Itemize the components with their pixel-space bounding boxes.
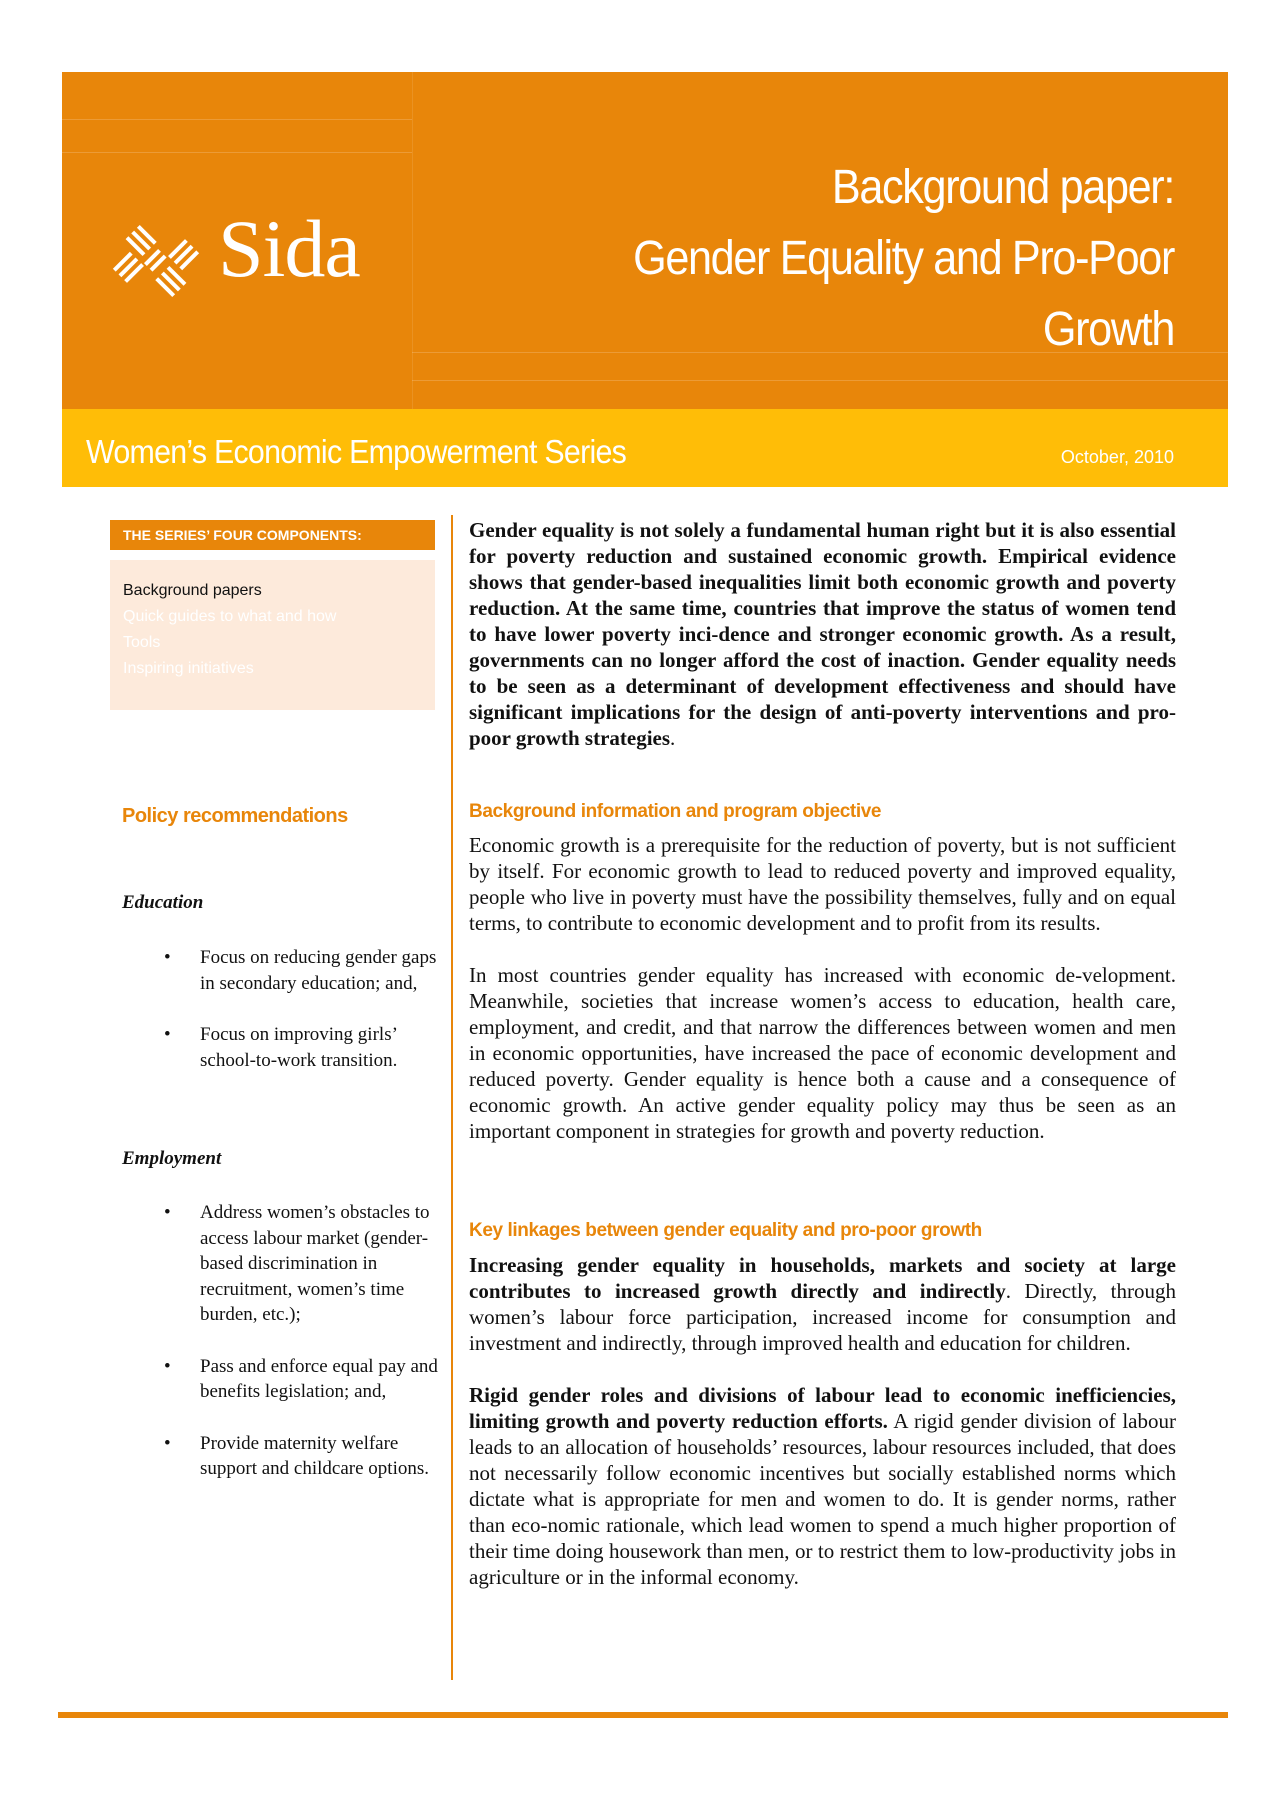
- list-item-text: Pass and enforce equal pay and benefits legislation; and,: [200, 1355, 438, 1402]
- component-item: Inspiring initiatives: [123, 660, 254, 677]
- list-item: [122, 1200, 442, 1328]
- employment-list: [122, 1200, 442, 1508]
- employment-heading: Employment: [122, 1148, 222, 1169]
- component-item: Quick guides to what and how: [123, 608, 337, 625]
- body-bold-text: Increasing gender equality in households, markets and society at large contributes to increased growth directly and indirectly: [469, 1253, 1176, 1303]
- body-paragraph: [469, 1382, 1176, 1590]
- header-texture-line: [62, 119, 412, 120]
- list-item: [122, 1354, 442, 1405]
- component-item: Background papers: [123, 582, 262, 599]
- list-item: [122, 945, 442, 996]
- list-item: [122, 1431, 442, 1482]
- title-line: Growth: [1042, 303, 1174, 356]
- section-heading-linkages: Key linkages between gender equality and pro-poor growth: [469, 1220, 982, 1241]
- policy-recommendations-heading: Policy recommendations: [122, 805, 348, 827]
- list-item: [122, 1022, 442, 1073]
- list-item-text: Provide maternity welfare support and childcare options.: [200, 1432, 430, 1479]
- bullet-icon: •: [164, 1432, 171, 1454]
- header-banner: [62, 72, 1228, 409]
- body-paragraph: In most countries gender equality has increased with economic de-velopment. Meanwhile, societies that increase women’s access to education, health care, employment, and credit, and that narrow the differences between women and men in economic opportunities, have increased the pace of economic development and reduced poverty. Gender equality is hence both a cause and a consequence of economic growth. An active gender equality policy may thus be seen as an important component in strategies for growth and poverty reduction.: [469, 963, 1176, 1143]
- body-paragraph: [469, 1252, 1176, 1356]
- lead-end: .: [670, 726, 676, 750]
- body-bold-text: Rigid gender roles and divisions of labour lead to economic inefficiencies, limiting growth and poverty reduction efforts.: [469, 1383, 1176, 1433]
- section-heading-background: Background information and program objective: [469, 801, 882, 822]
- component-item: Tools: [123, 634, 161, 651]
- series-components-box: [110, 560, 435, 710]
- series-band: [62, 409, 1228, 487]
- list-item-text: Address women’s obstacles to access labour market (gender-based discrimination in recruitment, women’s time burden, etc.);: [200, 1202, 430, 1325]
- bullet-icon: •: [164, 947, 171, 968]
- series-title: Women’s Economic Empowerment Series: [86, 433, 627, 470]
- header-texture-line: [62, 152, 412, 153]
- footer-rule: [58, 1712, 1228, 1718]
- list-item-text: Focus on reducing gender gaps in secondary education; and,: [200, 947, 437, 994]
- education-list: [122, 945, 442, 1099]
- header-texture-line: [412, 380, 1228, 381]
- column-divider: [451, 515, 453, 1680]
- sida-logo: [106, 203, 446, 306]
- body-paragraph: Economic growth is a prerequisite for the reduction of poverty, but is not sufficient by itself. For economic growth to lead to reduced poverty and improved equality, people who live in poverty must have the possibility themselves, fully and on equal terms, to contribute to economic development and to profit from its results.: [469, 833, 1176, 935]
- section-background-body: [469, 832, 1176, 1170]
- series-components-list: [110, 560, 435, 682]
- body-text: A rigid gender division of labour leads to an allocation of households’ resources, labour resources included, that does not necessarily follow economic incentives but socially established norms which dictate what is appropriate for men and women to do. It is gender norms, rather than eco-nomic rationale, which lead women to spend a much higher proportion of their time doing housework than men, or to restrict them to low-productivity jobs in agriculture or in the informal economy.: [469, 1409, 1176, 1589]
- series-components-title: THE SERIES’ FOUR COMPONENTS:: [123, 527, 362, 543]
- section-linkages-body: [469, 1252, 1176, 1616]
- lead-text: Gender equality is not solely a fundamental human right but it is also essential for poverty reduction and sustained economic growth. Empirical evidence shows that gender-based inequalities limit both economic growth and poverty reduction. At the same time, countries that improve the status of women tend to have lower poverty inci-dence and stronger economic growth. As a result, governments can no longer afford the cost of inaction. Gender equality needs to be seen as a determinant of development effectiveness and should have significant implications for the design of anti-poverty interventions and pro-poor growth strategies: [469, 518, 1176, 750]
- lead-paragraph: [469, 517, 1176, 751]
- publication-date: October, 2010: [1060, 447, 1174, 467]
- bullet-icon: •: [164, 1202, 171, 1223]
- list-item-text: Focus on improving girls’ school-to-work transition.: [200, 1024, 398, 1071]
- sida-logo-icon: [106, 216, 206, 306]
- title-line: Gender Equality and Pro-Poor: [633, 232, 1174, 285]
- page-title: [544, 152, 1174, 365]
- bullet-icon: •: [164, 1355, 171, 1377]
- education-heading: Education: [122, 892, 204, 913]
- body-text: . Directly, through women’s labour force participation, increased income for consumption and investment and indirectly, through improved health and education for children.: [469, 1279, 1176, 1355]
- bullet-icon: •: [164, 1024, 171, 1045]
- title-line: Background paper:: [831, 161, 1174, 214]
- sida-logo-wordmark: Sida: [218, 203, 360, 294]
- series-components-header: [110, 520, 435, 550]
